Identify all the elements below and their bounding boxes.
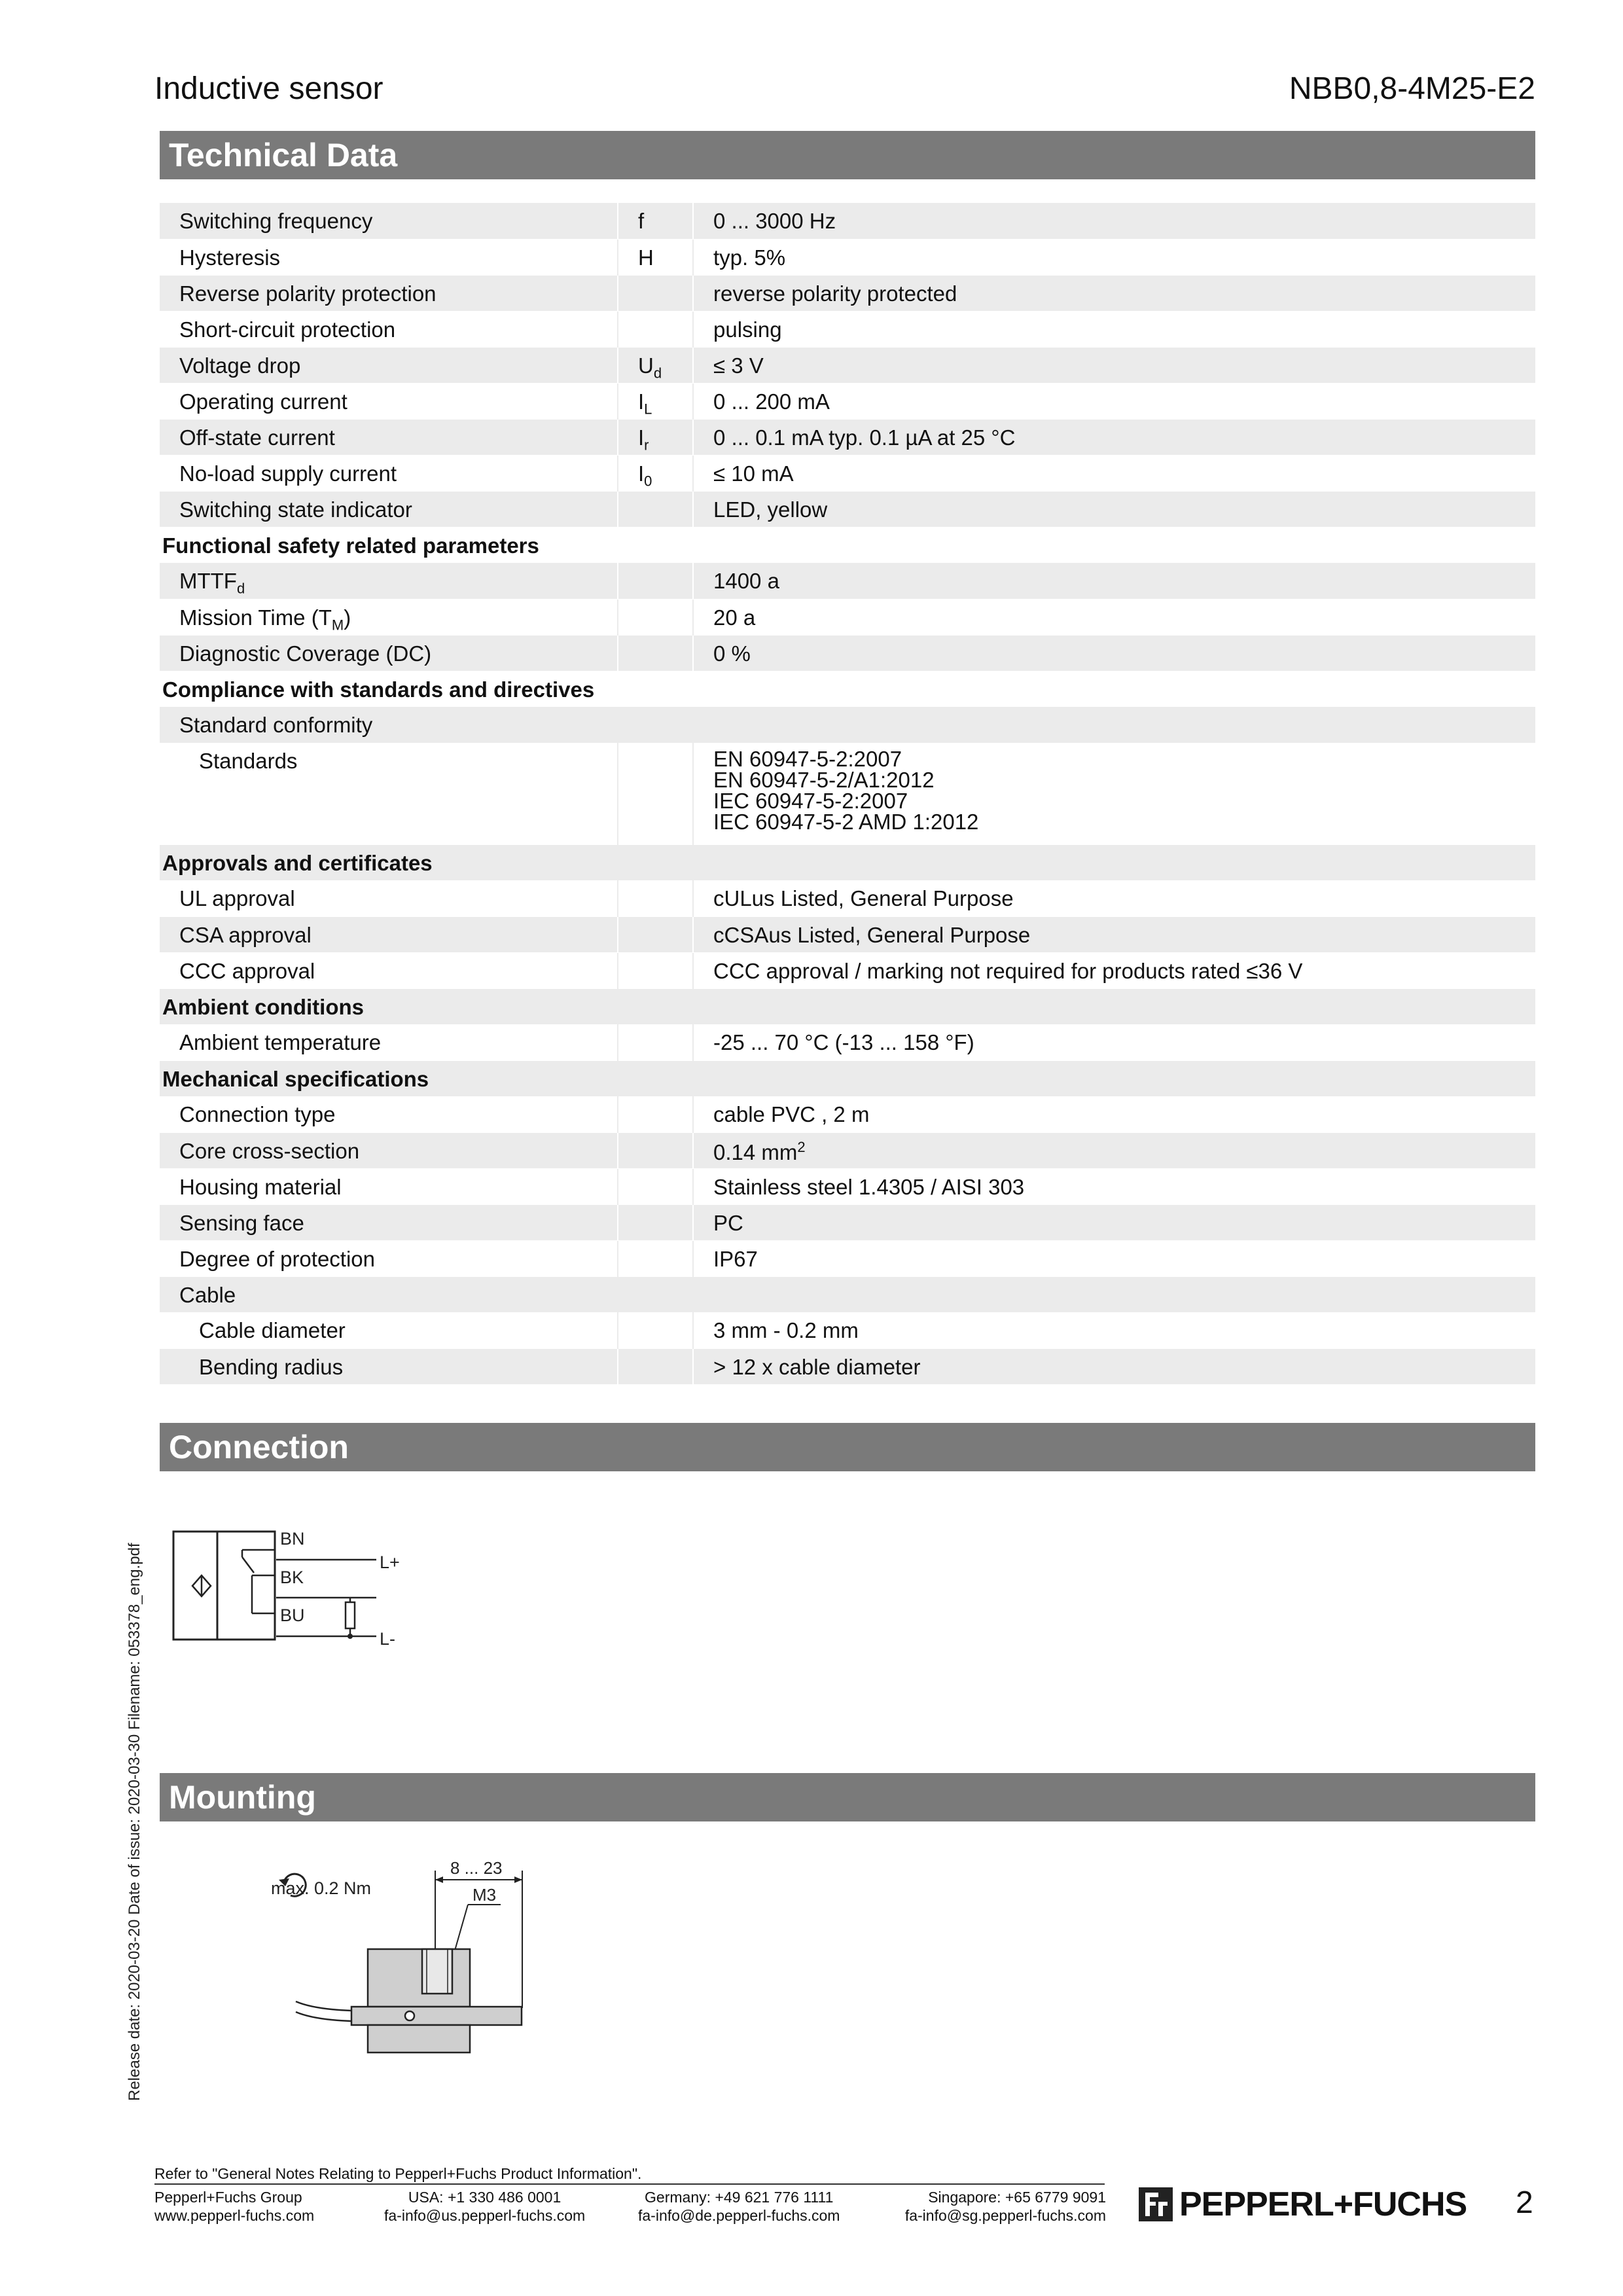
row-symbol — [618, 491, 693, 527]
symbol-subscript: r — [644, 437, 649, 454]
row-label: Standards — [160, 743, 618, 844]
footer-germany — [638, 2188, 840, 2225]
terminal-label-minus: L- — [380, 1629, 396, 1649]
standard-item: EN 60947-5-2/A1:2012 — [713, 768, 935, 792]
table-row — [160, 1348, 1535, 1384]
section-header-compliance: Compliance with standards and directives — [160, 671, 1535, 707]
row-label — [160, 563, 618, 599]
footer-singapore-email[interactable]: fa-info@sg.pepperl-fuchs.com — [904, 2207, 1106, 2224]
footer-group-name: Pepperl+Fuchs Group — [154, 2189, 302, 2206]
row-symbol — [618, 311, 693, 347]
load-resistor-icon — [346, 1602, 355, 1628]
row-value: typ. 5% — [693, 239, 1535, 275]
row-label: Short-circuit protection — [160, 311, 618, 347]
section-header-approvals: Approvals and certificates — [160, 844, 1535, 880]
row-value: 0 ... 200 mA — [693, 383, 1535, 419]
mission-time-subscript: M — [331, 617, 344, 634]
row-symbol — [618, 635, 693, 671]
table-row-section-header — [160, 527, 1535, 563]
footer-usa — [384, 2188, 585, 2225]
row-value: -25 ... 70 °C (-13 ... 158 °F) — [693, 1024, 1535, 1060]
row-symbol — [618, 419, 693, 455]
row-value: 1400 a — [693, 563, 1535, 599]
row-value: cable PVC , 2 m — [693, 1096, 1535, 1132]
table-row — [160, 455, 1535, 491]
section-header-functional-safety: Functional safety related parameters — [160, 527, 1535, 563]
logo-mark-icon — [1139, 2187, 1173, 2221]
row-value: 20 a — [693, 599, 1535, 635]
table-row — [160, 1276, 1535, 1312]
symbol-main: I — [638, 461, 645, 486]
row-symbol — [618, 1168, 693, 1204]
table-row — [160, 1204, 1535, 1240]
row-label: Reverse polarity protection — [160, 275, 618, 311]
table-row — [160, 916, 1535, 952]
table-row — [160, 599, 1535, 635]
row-symbol — [618, 383, 693, 419]
wire-label-bn: BN — [280, 1529, 305, 1549]
page-number: 2 — [1516, 2185, 1533, 2220]
row-label: Off-state current — [160, 419, 618, 455]
row-label: CSA approval — [160, 916, 618, 952]
row-value — [693, 743, 1535, 844]
row-label: Standard conformity — [160, 707, 1535, 743]
connection-diagram — [164, 1515, 425, 1692]
mttf-subscript: d — [236, 580, 245, 597]
wire-label-bk: BK — [280, 1568, 304, 1587]
row-symbol — [618, 275, 693, 311]
row-value: 0 % — [693, 635, 1535, 671]
row-value: reverse polarity protected — [693, 275, 1535, 311]
terminal-label-plus: L+ — [380, 1552, 400, 1572]
row-value: cULus Listed, General Purpose — [693, 880, 1535, 916]
row-symbol — [618, 347, 693, 383]
footer-germany-email[interactable]: fa-info@de.pepperl-fuchs.com — [638, 2207, 840, 2224]
symbol-main: I — [638, 389, 645, 414]
footer-usa-email[interactable]: fa-info@us.pepperl-fuchs.com — [384, 2207, 586, 2224]
row-symbol — [618, 916, 693, 952]
switch-icon — [242, 1557, 254, 1573]
row-symbol — [618, 1132, 693, 1168]
release-info: Release date: 2020-03-20 Date of issue: 2020-03-30 Filename: 053378_eng.pdf — [126, 1543, 143, 2101]
mission-time-label-close: ) — [344, 605, 351, 630]
symbol-subscript: L — [644, 401, 652, 418]
table-row — [160, 1096, 1535, 1132]
row-label — [160, 599, 618, 635]
row-label: Switching frequency — [160, 203, 618, 239]
table-row — [160, 1312, 1535, 1348]
table-row — [160, 707, 1535, 743]
row-label: Switching state indicator — [160, 491, 618, 527]
section-header-mechanical: Mechanical specifications — [160, 1060, 1535, 1096]
footer-singapore-phone: Singapore: +65 6779 9091 — [928, 2189, 1106, 2206]
row-symbol — [618, 1096, 693, 1132]
document-title: Inductive sensor — [154, 71, 383, 106]
core-value: 0.14 mm — [713, 1139, 798, 1164]
footer-group — [154, 2188, 314, 2225]
sensor-body — [173, 1532, 275, 1640]
row-value: cCSAus Listed, General Purpose — [693, 916, 1535, 952]
section-header-ambient: Ambient conditions — [160, 988, 1535, 1024]
row-label: CCC approval — [160, 952, 618, 988]
technical-data-table — [160, 203, 1535, 1385]
table-row — [160, 347, 1535, 383]
footer-divider — [154, 2183, 1105, 2185]
row-symbol — [618, 563, 693, 599]
row-label: No-load supply current — [160, 455, 618, 491]
sensor-housing — [368, 1949, 470, 2007]
standard-item: IEC 60947-5-2 AMD 1:2012 — [713, 810, 979, 834]
row-label: Diagnostic Coverage (DC) — [160, 635, 618, 671]
row-value: 3 mm - 0.2 mm — [693, 1312, 1535, 1348]
thread-label: M3 — [473, 1885, 497, 1905]
row-label: Cable — [160, 1276, 1535, 1312]
table-row — [160, 952, 1535, 988]
row-value: ≤ 3 V — [693, 347, 1535, 383]
standard-item: IEC 60947-5-2:2007 — [713, 789, 908, 813]
torque-label: max. 0.2 Nm — [271, 1878, 372, 1898]
company-logo — [1139, 2185, 1467, 2224]
table-row — [160, 383, 1535, 419]
logo-text: PEPPERL+FUCHS — [1179, 2185, 1467, 2223]
table-row-section-header — [160, 671, 1535, 707]
row-value: PC — [693, 1204, 1535, 1240]
table-row — [160, 203, 1535, 239]
mounting-plate — [351, 2007, 522, 2025]
table-row — [160, 419, 1535, 455]
row-symbol — [618, 743, 693, 844]
row-symbol — [618, 1348, 693, 1384]
symbol-main: U — [638, 353, 654, 378]
wire-label-bu: BU — [280, 1605, 305, 1625]
row-symbol — [618, 455, 693, 491]
footer-group-url[interactable]: www.pepperl-fuchs.com — [154, 2207, 315, 2224]
row-label: Degree of protection — [160, 1240, 618, 1276]
row-symbol — [618, 1204, 693, 1240]
row-label: Operating current — [160, 383, 618, 419]
symbol-main: I — [638, 425, 645, 450]
row-value: ≤ 10 mA — [693, 455, 1535, 491]
row-label: Core cross-section — [160, 1132, 618, 1168]
dimension-label: 8 ... 23 — [450, 1858, 503, 1878]
row-value: > 12 x cable diameter — [693, 1348, 1535, 1384]
table-row-section-header — [160, 988, 1535, 1024]
row-value: IP67 — [693, 1240, 1535, 1276]
table-row — [160, 563, 1535, 599]
row-symbol — [618, 880, 693, 916]
table-row — [160, 491, 1535, 527]
row-label: Hysteresis — [160, 239, 618, 275]
table-row — [160, 1240, 1535, 1276]
table-row — [160, 239, 1535, 275]
core-superscript: 2 — [797, 1138, 806, 1155]
row-value: Stainless steel 1.4305 / AISI 303 — [693, 1168, 1535, 1204]
table-row — [160, 1168, 1535, 1204]
table-row — [160, 1024, 1535, 1060]
row-label: Housing material — [160, 1168, 618, 1204]
mttf-label: MTTF — [179, 569, 237, 593]
cable — [296, 2001, 351, 2011]
row-symbol — [618, 952, 693, 988]
table-row — [160, 743, 1535, 844]
table-row — [160, 635, 1535, 671]
row-value — [693, 1132, 1535, 1168]
footer-singapore — [890, 2188, 1106, 2225]
section-connection: Connection — [160, 1423, 1535, 1471]
row-label: Connection type — [160, 1096, 618, 1132]
footer-germany-phone: Germany: +49 621 776 1111 — [645, 2189, 834, 2206]
row-label: UL approval — [160, 880, 618, 916]
sensor-body-lower — [368, 2025, 470, 2053]
product-code: NBB0,8-4M25-E2 — [1289, 71, 1535, 106]
footer-usa-phone: USA: +1 330 486 0001 — [408, 2189, 562, 2206]
table-row — [160, 311, 1535, 347]
row-label: Voltage drop — [160, 347, 618, 383]
row-symbol — [618, 1312, 693, 1348]
row-value: 0 ... 0.1 mA typ. 0.1 µA at 25 °C — [693, 419, 1535, 455]
table-row — [160, 880, 1535, 916]
row-value: LED, yellow — [693, 491, 1535, 527]
row-value: 0 ... 3000 Hz — [693, 203, 1535, 239]
section-mounting: Mounting — [160, 1773, 1535, 1821]
footer-note: Refer to "General Notes Relating to Pepperl+Fuchs Product Information". — [154, 2165, 642, 2182]
table-row-section-header — [160, 1060, 1535, 1096]
table-row — [160, 1132, 1535, 1168]
symbol-subscript: d — [653, 365, 662, 382]
table-row — [160, 275, 1535, 311]
symbol-subscript: 0 — [644, 473, 652, 490]
row-label: Ambient temperature — [160, 1024, 618, 1060]
row-value: pulsing — [693, 311, 1535, 347]
row-symbol — [618, 599, 693, 635]
row-value: CCC approval / marking not required for products rated ≤36 V — [693, 952, 1535, 988]
table-row-section-header — [160, 844, 1535, 880]
standard-item: EN 60947-5-2:2007 — [713, 747, 902, 771]
mounting-diagram — [271, 1852, 550, 2068]
row-label: Bending radius — [160, 1348, 618, 1384]
row-symbol: H — [618, 239, 693, 275]
section-technical-data: Technical Data — [160, 131, 1535, 179]
row-label: Cable diameter — [160, 1312, 618, 1348]
row-symbol — [618, 1024, 693, 1060]
row-symbol — [618, 1240, 693, 1276]
row-symbol: f — [618, 203, 693, 239]
row-label: Sensing face — [160, 1204, 618, 1240]
mission-time-label: Mission Time (T — [179, 605, 332, 630]
